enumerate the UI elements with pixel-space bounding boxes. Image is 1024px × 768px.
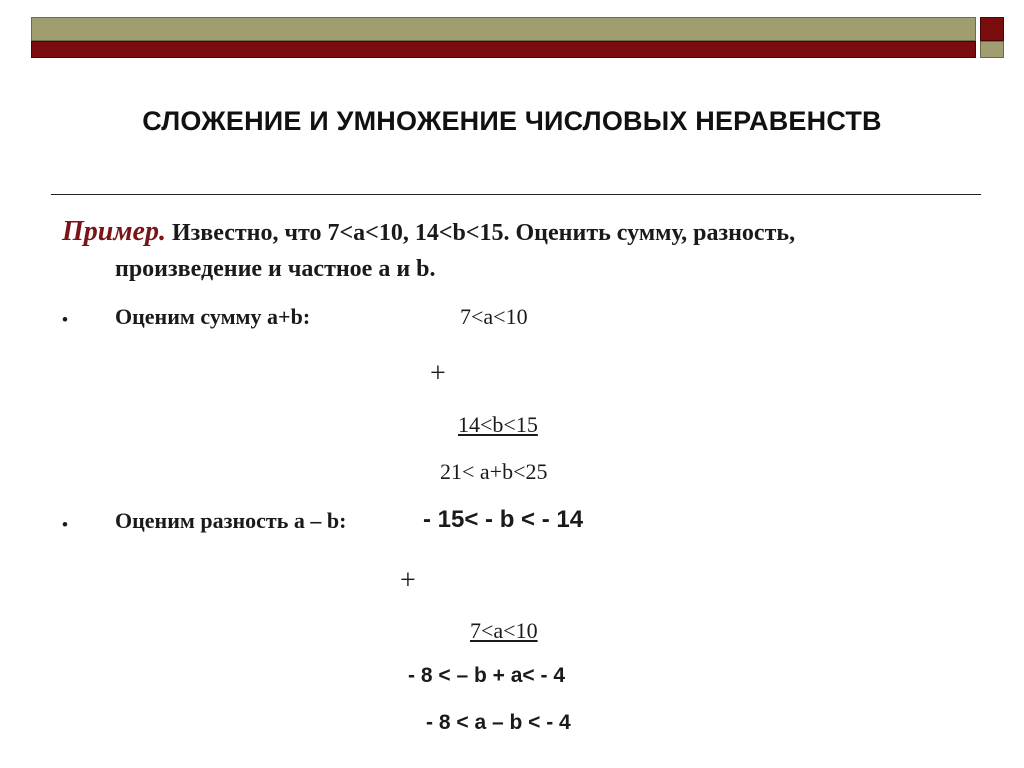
difference-bullet: • — [62, 515, 68, 534]
title-divider — [51, 194, 981, 195]
header-square-olive — [980, 41, 1004, 58]
header-square-maroon — [980, 17, 1004, 41]
difference-ineq-b: - 15< - b < - 14 — [423, 506, 584, 533]
header-bar-maroon — [31, 41, 976, 58]
difference-label: Оценим разность a – b: — [115, 508, 347, 533]
page-title: СЛОЖЕНИЕ И УМНОЖЕНИЕ ЧИСЛОВЫХ НЕРАВЕНСТВ — [142, 106, 882, 136]
example-text: Известно, что 7<a<10, 14<b<15. Оценить сумму, разность, — [171, 220, 796, 246]
example-line-2: произведение и частное a и b. — [115, 256, 436, 282]
example-line-1 — [62, 216, 795, 248]
sum-label: Оценим сумму a+b: — [115, 304, 311, 329]
difference-plus-sign: + — [400, 565, 416, 596]
sum-plus-sign: + — [430, 358, 446, 389]
header-bar-olive — [31, 17, 976, 41]
example-label: Пример. — [62, 216, 166, 247]
sum-ineq-a: 7<a<10 — [460, 304, 528, 329]
sum-bullet: • — [62, 310, 68, 329]
sum-ineq-b: 14<b<15 — [458, 412, 538, 437]
difference-result: - 8 < a – b < - 4 — [426, 711, 571, 734]
difference-ineq-a: 7<a<10 — [470, 618, 538, 643]
sum-result: 21< a+b<25 — [440, 459, 548, 484]
difference-step: - 8 < – b + a< - 4 — [408, 664, 565, 687]
